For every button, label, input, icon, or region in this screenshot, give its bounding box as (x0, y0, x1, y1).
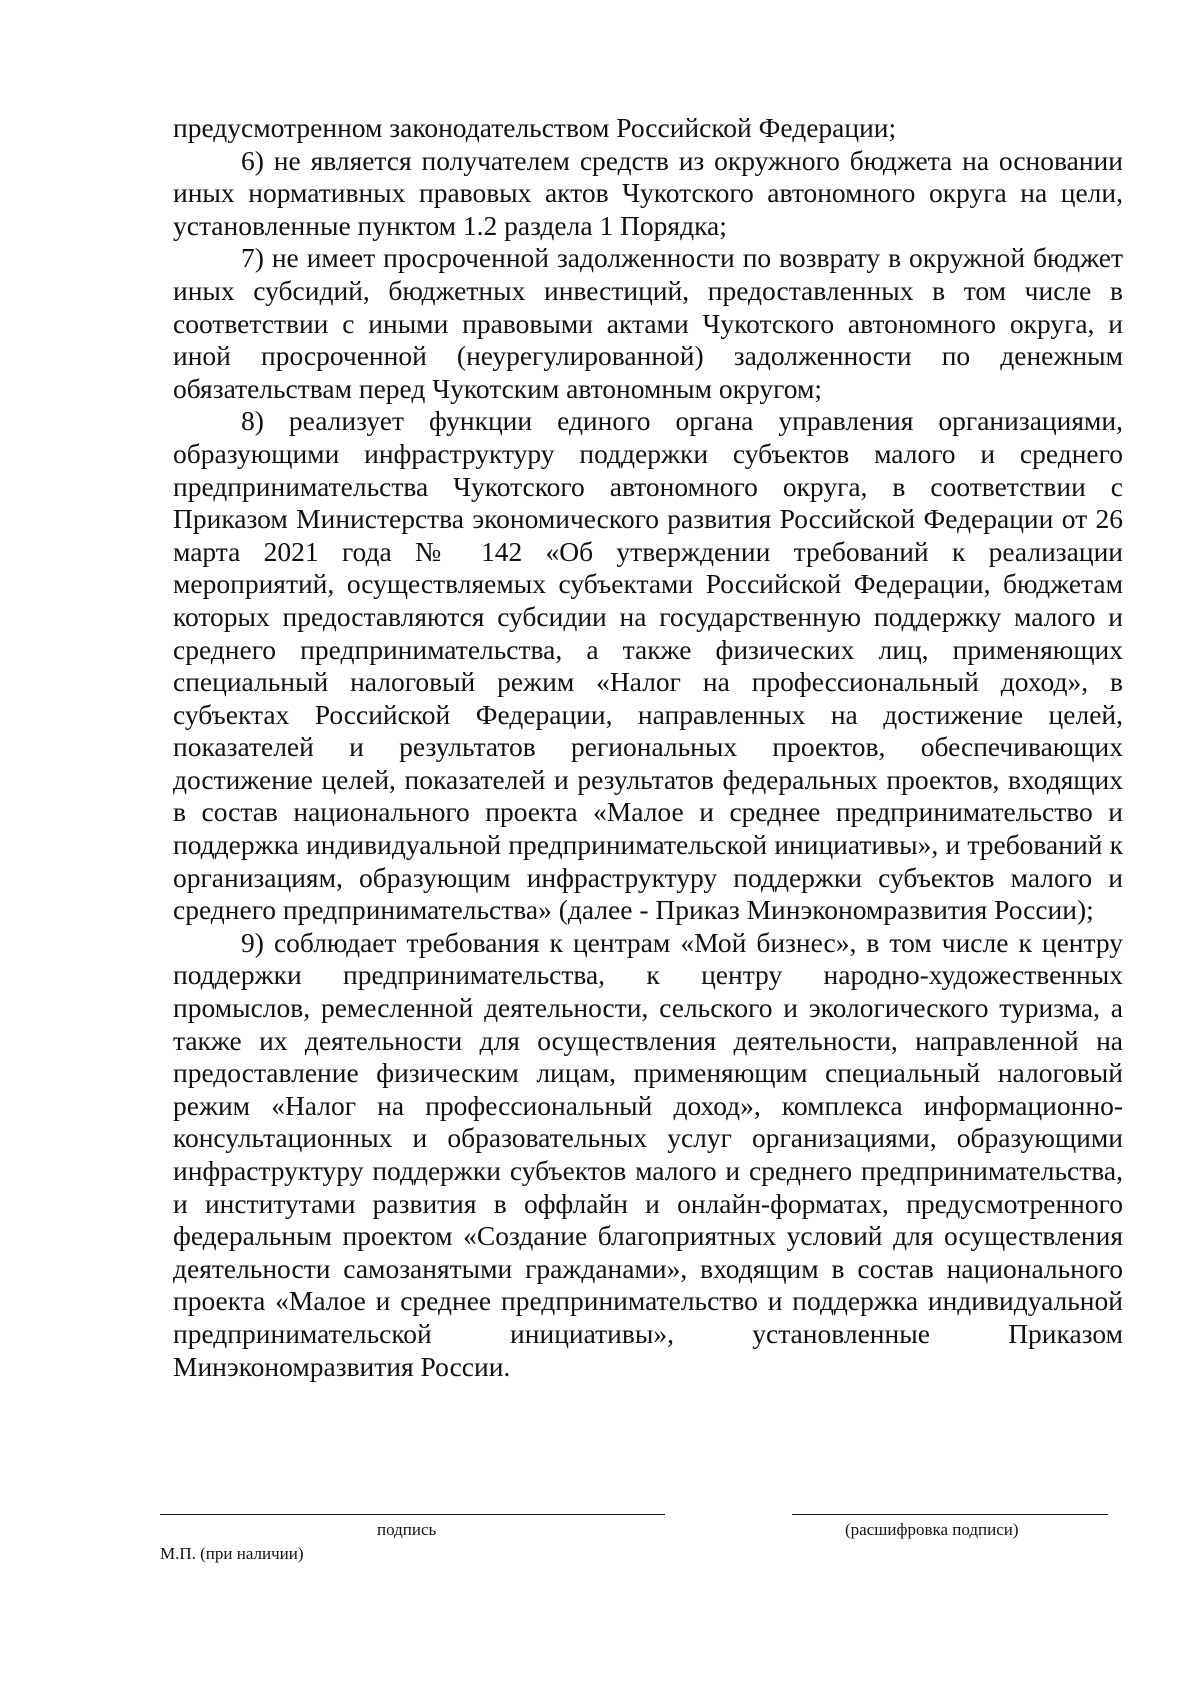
paragraph-item-6: 6) не является получателем средств из окружного бюджета на основании иных нормативных правовых актов Чукотского автономного округа на цели, установленные пунктом 1.2 раздела 1 Порядка; (173, 144, 1123, 241)
stamp-label: М.П. (при наличии) (160, 1544, 304, 1563)
paragraph-item-9: 9) соблюдает требования к центрам «Мой бизнес», в том числе к центру поддержки предпринимательства, к центру народно-художественных промыслов, ремесленной деятельности, сельского и экологического туризма, а также их деятельности для осуществления деятельности, направленной на предоставление физическим лицам, применяющим специальный налоговый режим «Налог на профессиональный доход», комплекса информационно-консультационных и образовательных услуг организациями, образующими инфраструктуру поддержки субъектов малого и среднего предпринимательства, и институтами развития в оффлайн и онлайн-форматах, предусмотренного федеральным проектом «Создание благоприятных условий для осуществления деятельности самозанятыми гражданами», входящим в состав национального проекта «Малое и среднее предпринимательство и поддержка индивидуальной предпринимательской инициативы», установленные Приказом Минэкономразвития России. (173, 926, 1123, 1382)
signature-decode-line (792, 1514, 1108, 1515)
signature-label: подпись (377, 1520, 437, 1539)
signature-line (160, 1514, 665, 1515)
paragraph-item-8: 8) реализует функции единого органа управления организациями, образующими инфраструктуру поддержки субъектов малого и среднего предпринимательства Чукотского автономного округа, в соответствии с Приказом Министерства экономического развития Российской Федерации от 26 марта 2021 года № 142 «Об утверждении требований к реализации мероприятий, осуществляемых субъектами Российской Федерации, бюджетам которых предоставляются субсидии на государственную поддержку малого и среднего предпринимательства, а также физических лиц, применяющих специальный налоговый режим «Налог на профессиональный доход», в субъектах Российской Федерации, направленных на достижение целей, показателей и результатов региональных проектов, обеспечивающих достижение целей, показателей и результатов федеральных проектов, входящих в состав национального проекта «Малое и среднее предпринимательство и поддержка индивидуальной предпринимательской инициативы», и требований к организациям, образующим инфраструктуру поддержки субъектов малого и среднего предпринимательства» (далее - Приказ Минэкономразвития России); (173, 405, 1123, 926)
document-body (173, 112, 1123, 1383)
signature-decode-label: (расшифровка подписи) (845, 1520, 1019, 1539)
paragraph-continuation: предусмотренном законодательством Российской Федерации; (173, 112, 897, 143)
paragraph-item-7: 7) не имеет просроченной задолженности по возврату в окружной бюджет иных субсидий, бюджетных инвестиций, предоставленных в том числе в соответствии с иными правовыми актами Чукотского автономного округа, и иной просроченной (неурегулированной) задолженности по денежным обязательствам перед Чукотским автономным округом; (173, 242, 1123, 404)
